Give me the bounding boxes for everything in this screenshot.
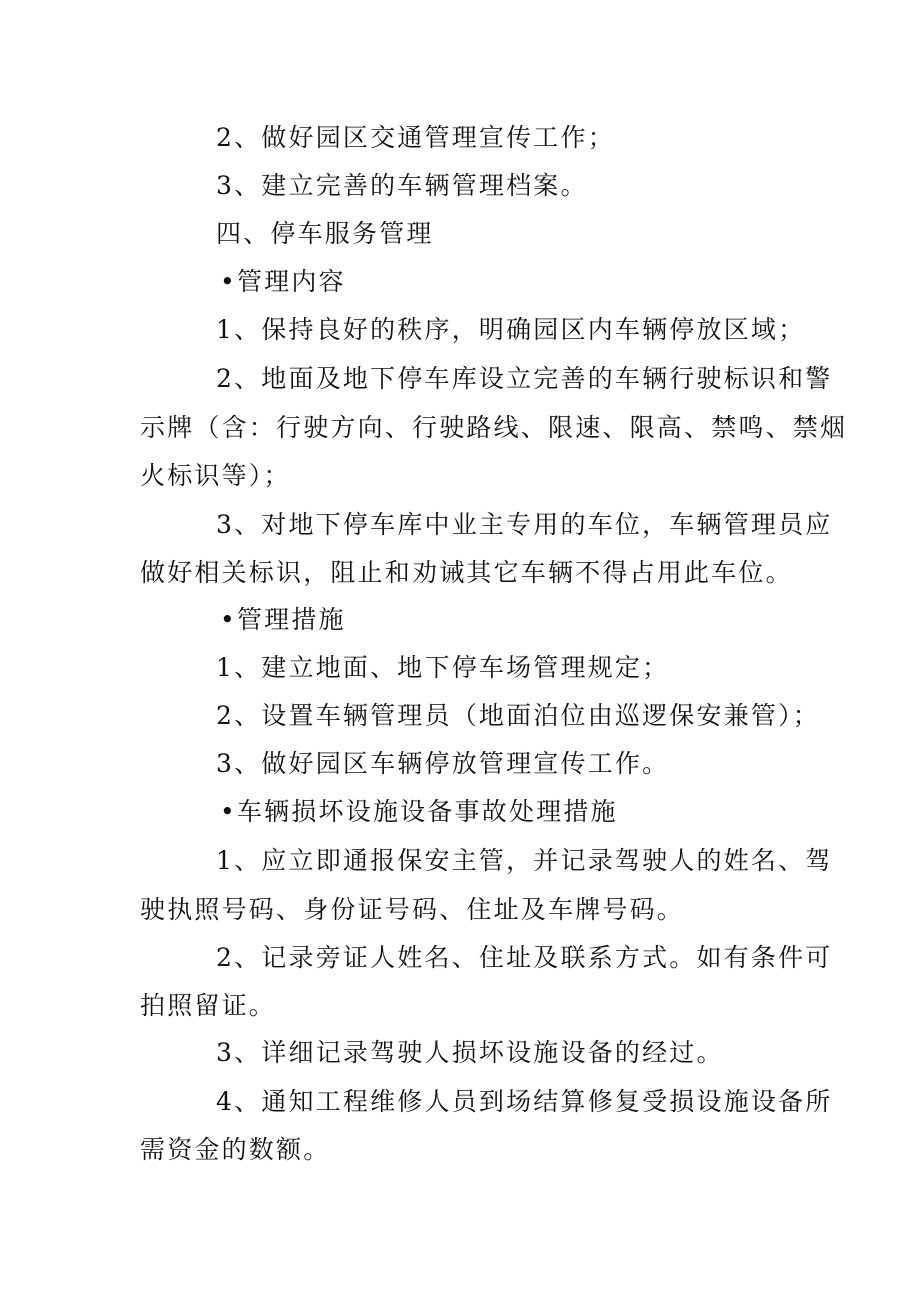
bullet-heading: •管理措施 [220, 605, 346, 634]
paragraph-line: 1、保持良好的秩序，明确园区内车辆停放区域； [216, 315, 806, 344]
paragraph-line: 1、建立地面、地下停车场管理规定； [216, 653, 670, 682]
paragraph-line: 火标识等）； [140, 461, 291, 490]
paragraph-line: 3、建立完善的车辆管理档案。 [216, 171, 588, 200]
paragraph-line: 3、做好园区车辆停放管理宣传工作。 [216, 749, 670, 778]
paragraph-line: 2、记录旁证人姓名、住址及联系方式。如有条件可 [216, 943, 833, 972]
bullet-heading: •车辆损坏设施设备事故处理措施 [220, 797, 618, 826]
section-heading: 四、停车服务管理 [216, 219, 434, 248]
paragraph-line: 2、设置车辆管理员（地面泊位由巡逻保安兼管）； [216, 701, 821, 730]
paragraph-line: 需资金的数额。 [140, 1135, 331, 1164]
paragraph-line: 4、通知工程维修人员到场结算修复受损设施设备所 [216, 1087, 833, 1116]
paragraph-line: 示牌（含：行驶方向、行驶路线、限速、限高、禁鸣、禁烟 [140, 413, 848, 442]
paragraph-line: 3、详细记录驾驶人损坏设施设备的经过。 [216, 1038, 724, 1067]
paragraph-line: 2、地面及地下停车库设立完善的车辆行驶标识和警 [216, 364, 833, 393]
paragraph-line: 3、对地下停车库中业主专用的车位，车辆管理员应 [216, 510, 833, 539]
paragraph-line: 拍照留证。 [140, 991, 277, 1020]
paragraph-line: 做好相关标识，阻止和劝诫其它车辆不得占用此车位。 [140, 558, 793, 587]
paragraph-line: 驶执照号码、身份证号码、住址及车牌号码。 [140, 895, 685, 924]
bullet-heading: •管理内容 [220, 267, 346, 296]
paragraph-line: 2、做好园区交通管理宣传工作； [216, 123, 615, 152]
paragraph-line: 1、应立即通报保安主管，并记录驾驶人的姓名、驾 [216, 846, 833, 875]
